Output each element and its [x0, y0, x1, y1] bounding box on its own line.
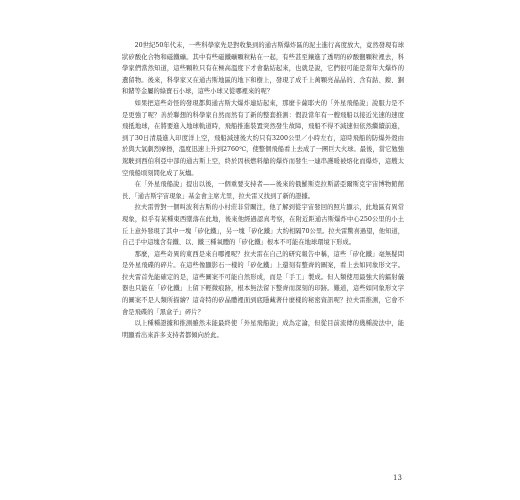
- page-number: 13: [393, 474, 402, 482]
- paragraph-6: 以上種種證據和推測雖然未能最終使「外星飛船說」成為定論，但從目前流傳的幾種說法中，能明顯看出來許多支持者都傾向於此。: [122, 320, 404, 339]
- paragraph-3: 在「外星飛船說」提出以後，一個重要支持者——後來的俄羅斯克拉斯諾亞爾斯克宇宙博物館館長、「通古斯宇宙現象」基金會主席尤里，拉夫雷又找到了新的證據。: [122, 181, 404, 200]
- paragraph-4: 拉夫雷曾對一個叫波利古斯的小村莊非常關注，他了解到從宇宙發回的照片顯示，此地區有異常現象，似乎有某種東西墜落在此地，後來他經過認真考察，在附近距通古斯爆炸中心250公里的小土丘上意外發現了其中一塊「矽化鐵」，另一塊「矽化鐵」大約相隔70公里。拉夫雷驚喜過望，他知道，自己手中這塊含有鐵、以、鐵三種氧體的「矽化鐵」根本不可能在地球環境下形成。: [122, 204, 404, 247]
- paragraph-1: 20世紀50年代末，一些科學家先是對收集到的通古斯爆炸區的泥土進行高度放大，竟然發現有球狀矽酸化合物和磁鐵礦。其中有些磁鐵礦顆粒粘在一起，有些甚至鑲進了透明的矽酸鹽顆粒裡去，科學家們當然知道，這些顆粒只有在極高溫度下才會黏結起來，也就是說，它們很可能是當年大爆炸的遺留物。後來，科學家又在通古斯地區的地下和樹上，發現了成千上萬顆亮晶晶的、含有鈷、鎳、銅和鍺等金屬的綠寶石小球，這些小球又從哪裡來的呢？: [122, 42, 404, 96]
- body-text: [122, 40, 404, 341]
- paragraph-5: 那麼，這些奇異的東西是來自哪裡呢？拉夫雷在自己的研究報告中稱，這些「矽化鐵」毫無疑問是外星飛碟的碎片。在這些像顯影石一樣的「矽化鐵」上還刻有整齊的圖案，看上去如同象形文字。拉夫雷首先能確定的是，這些圖案不可能自然形成，而是「手工」製成。但人類使用最強大的鐳射儀器也只能在「矽化鐵」上留下輕微痕跡，根本無法留下整齊而深刻的印跡。難道，這些如同象形文字的圖案不是人類所描繪？這奇特的矽晶體裡面到底隱藏著什麼樣的秘密資訊呢？拉夫雷推測，它會不會是飛碟的「黑盒子」碎片？: [122, 250, 404, 316]
- paragraph-2: 如果把這些奇怪的發現都與通古斯大爆炸連結起來，那麼卡薩耶夫的「外星飛船說」說服力是不是更強了呢？善於聯想的科學家自然而然有了新的整套推測：假設當年有一艘飛船以接近光速的速度飛抵地球，在將要進入地球軌道時，飛船推進裝置突然發生故障，飛船不得不減速但依然繼續前進，到了30日清晨進入印度洋上空，飛船減速後大約只有3200公里／小時左右，這時飛船的防爆外殼由於與大氣劇烈摩擦，溫度迅速上升到2760℃，使整個飛船看上去成了一團巨大火球。最後，當它勉強駕駛到西伯利亞中部的通古斯上空，終於因核燃料艙的爆炸而發生一連串護暖被熔化而爆炸，這艘太空飛船頃刻間化成了灰燼。: [122, 99, 404, 177]
